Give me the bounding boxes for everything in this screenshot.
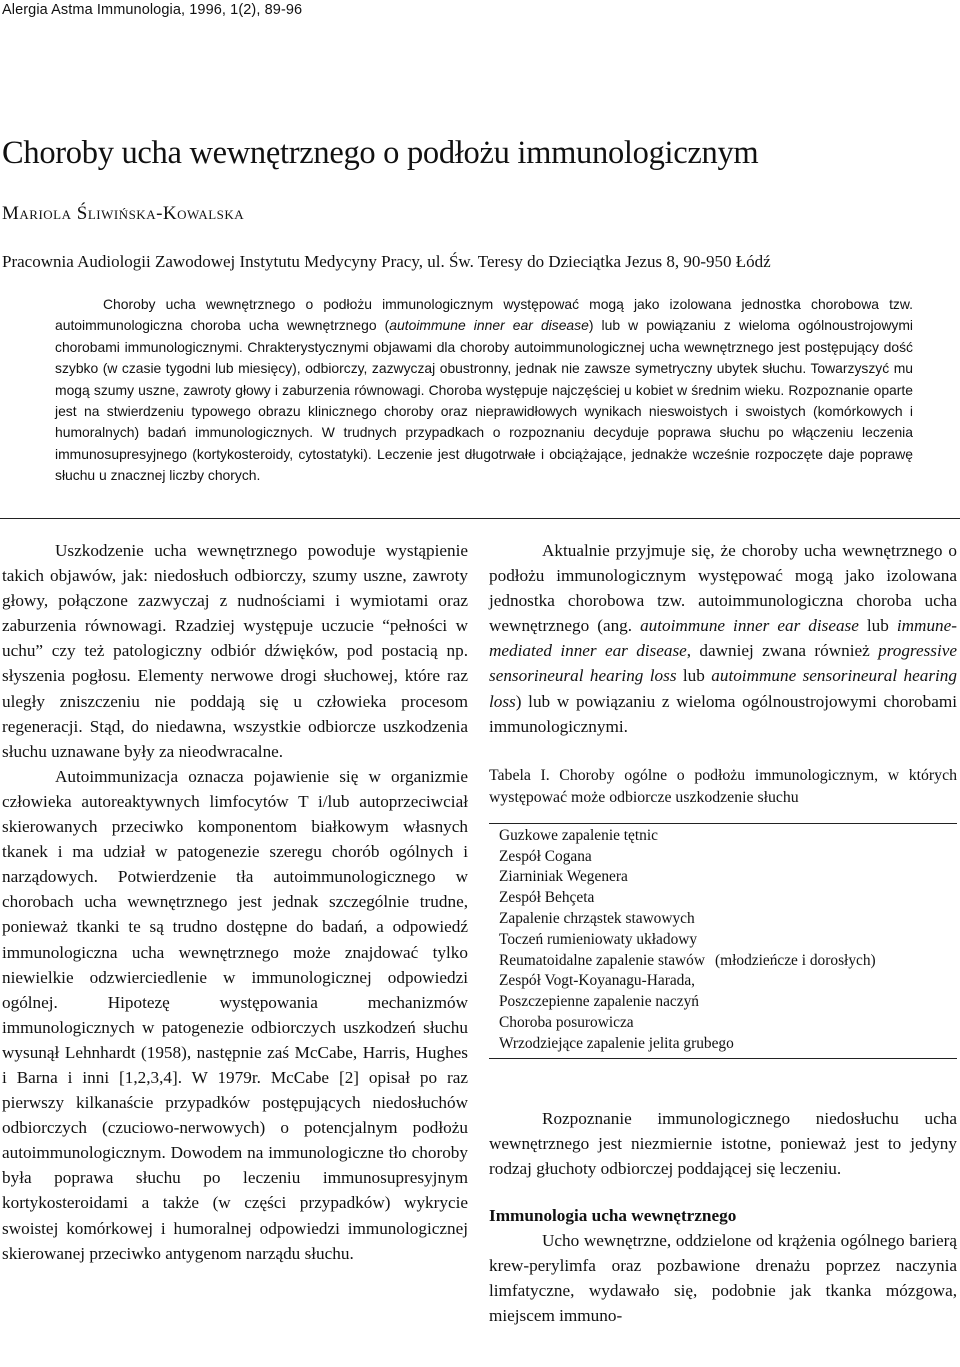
abstract bbox=[55, 294, 913, 487]
table-row-note: (młodzieńcze i dorosłych) bbox=[715, 951, 876, 969]
rp1-term-4: autoimmune sensorineural hearing loss bbox=[489, 666, 957, 711]
right-paragraph-2: Rozpoznanie immunologicznego niedosłuchu ucha wewnętrznego jest niezmiernie istotne, ponieważ jest to jedyny rodzaj głuchoty odbiorczej poddającej się leczeniu. bbox=[489, 1108, 957, 1178]
table-row: Poszczepienne zapalenie naczyń bbox=[499, 993, 699, 1011]
rp1-term-2: immune-mediated inner ear disease bbox=[489, 616, 957, 661]
left-paragraph-2: Autoimmunizacja oznacza pojawienie się w organizmie człowieka autoreaktywnych limfocytów T i/lub autoprzeciwciał skierowanych przeciwko komponentom białkowym własnych tkanek i ma udział w patogenezie szeregu chorób ogólnych i narządowych. Potwierdzenie tła autoimmunologicznego w chorobach ucha wewnętrznego jest jednak szczególnie trudne, ponieważ tkanki te są trudno dostępne do badań, a odpowiedź immunologiczna ucha wewnętrznego może znajdować tylko niewielkie odzwierciedlenie w immunologicznej odpowiedzi ogólnej. Hipotezę występowania mechanizmów immunologicznych w patogenezie odbiorczych uszkodzeń słuchu wysunął Lehnhardt (1958), następnie zaś McCabe, Harris, Hughes i Barna i inni [1,2,3,4]. W 1979r. McCabe [2] opisał po raz pierwszy kilkanaście przypadków postępujących niedosłuchów odbiorczych (czuciowo-nerwowych) o potencjalnym podłożu autoimmunologicznym. Dowodem na immunologiczne tło choroby była poprawa słuchu po leczeniu immunosupresyjnym kortykosteroidami a także (w części przypadków) wykrycie swoistej komórkowej i humoralnej odpowiedzi immunologicznej skierowanej przeciwko antygenom narządu słuchu. bbox=[2, 766, 468, 1263]
rp1-text-e: ) lub w powiązaniu z wieloma ogólnoustrojowymi chorobami immunologicznymi. bbox=[489, 691, 957, 736]
abstract-term-italic: autoimmune inner ear disease bbox=[389, 317, 589, 334]
table-row-label: Reumatoidalne zapalenie stawów bbox=[499, 951, 705, 969]
table-row bbox=[499, 951, 957, 972]
affiliation: Pracownia Audiologii Zawodowej Instytutu Medycyny Pracy, ul. Św. Teresy do Dzieciątka Jezus 8, 90-950 Łódź bbox=[2, 252, 771, 271]
section-divider bbox=[0, 518, 960, 519]
table-row: Zespół Vogt-Koyanagu-Harada, bbox=[499, 972, 696, 990]
right-paragraph-3: Ucho wewnętrzne, oddzielone od krążenia ogólnego barierą krew-perylimfa oraz pozbawione drenażu poprzez naczynia limfatyczne, wydawało się, podobnie jak tkanka mózgowa, miejscem immuno- bbox=[489, 1230, 957, 1326]
abstract-text-2: ) lub w powiązaniu z wieloma ogólnoustrojowymi chorobami immunologicznymi. Chrakterystycznymi objawami dla choroby autoimmunologicznej ucha wewnętrznego jest postępujący dość szybko (w czasie tygodni lub miesięcy), odbiorczy, zazwyczaj obustronny, jednak nie zawsze symetryczny ubytek słuchu. Towarzyszyć mu mogą szumy uszne, zawroty głowy i zaburzenia równowagi. Choroba występuje najczęściej u kobiet w średnim wieku. Rozpoznanie oparte jest na stwierdzeniu typowego obrazu klinicznego choroby oraz nieprawidłowych wynikach nieswoistych i swoistych (komórkowych i humoralnych) badań immunologicznych. W trudnych przypadkach o rozpoznaniu decyduje poprawa słuchu po włączeniu leczenia immunosupresyjnego (kortykosteroidy, cytostatyki). Leczenie jest długotrwałe i obciążające, jednakże wcześnie rozpoczęte daje poprawę słuchu u znacznej liczby chorych. bbox=[55, 317, 914, 484]
rp1-text-d: lub bbox=[676, 666, 712, 686]
table-row: Zespół Behçeta bbox=[499, 889, 595, 907]
left-paragraph-1: Uszkodzenie ucha wewnętrznego powoduje wystąpienie takich objawów, jak: niedosłuch odbiorczy, szumy uszne, zawroty głowy, połączone zazwyczaj z nudnościami i wymiotami oraz zaburzenia równowagi. Rzadziej występuje uczucie “pełności w uchu” czy też patologiczny odbiór dźwięków, pod postacią np. słyszenia pogłosu. Elementy nerwowe drogi słuchowej, które raz uległy zniszczeniu nie poddają się u człowieka procesom regeneracji. Stąd, do niedawna, wszystkie odbiorcze uszkodzenia słuchu uznawane były za nieodwracalne. bbox=[2, 541, 468, 761]
left-column bbox=[2, 538, 468, 1266]
rp1-term-3: progressive sensorineural hearing loss bbox=[489, 641, 958, 686]
abstract-text-1: Choroby ucha wewnętrznego o podłożu immunologicznym występować mogą jako izolowana jednostka chorobowa tzw. autoimmunologiczna choroba ucha wewnętrznego ( bbox=[55, 296, 913, 334]
author-name: Mariola Śliwińska-Kowalska bbox=[2, 203, 245, 224]
table-row: Zespół Cogana bbox=[499, 847, 592, 865]
article-title: Choroby ucha wewnętrznego o podłożu immunologicznym bbox=[2, 135, 759, 171]
rp1-text-b: lub bbox=[858, 616, 897, 636]
rp1-text-c: , dawniej zwana również bbox=[686, 641, 879, 661]
table-row: Guzkowe zapalenie tętnic bbox=[499, 826, 658, 844]
right-column bbox=[489, 538, 957, 1328]
rp1-text-a: Aktualnie przyjmuje się, że choroby ucha wewnętrznego o podłożu immunologicznym występować mogą jako izolowana jednostka chorobowa tzw. autoimmunologiczna choroba ucha wewnętrznego (ang. bbox=[489, 541, 957, 636]
disease-table bbox=[489, 823, 957, 1059]
section-heading: Immunologia ucha wewnętrznego bbox=[489, 1205, 737, 1225]
rp1-term-1: autoimmune inner ear disease bbox=[640, 616, 859, 636]
table-row: Zapalenie chrząstek stawowych bbox=[499, 909, 695, 927]
right-paragraph-1 bbox=[489, 538, 957, 739]
table-caption: Tabela I. Choroby ogólne o podłożu immunologicznym, w których występować może odbiorcze uszkodzenie słuchu bbox=[489, 766, 957, 806]
table-row: Wrzodziejące zapalenie jelita grubego bbox=[499, 1034, 734, 1052]
journal-citation: Alergia Astma Immunologia, 1996, 1(2), 89-96 bbox=[2, 2, 303, 18]
table-row: Ziarniniak Wegenera bbox=[499, 868, 628, 886]
table-row: Choroba posurowicza bbox=[499, 1013, 634, 1031]
table-row: Toczeń rumieniowaty układowy bbox=[499, 930, 698, 948]
